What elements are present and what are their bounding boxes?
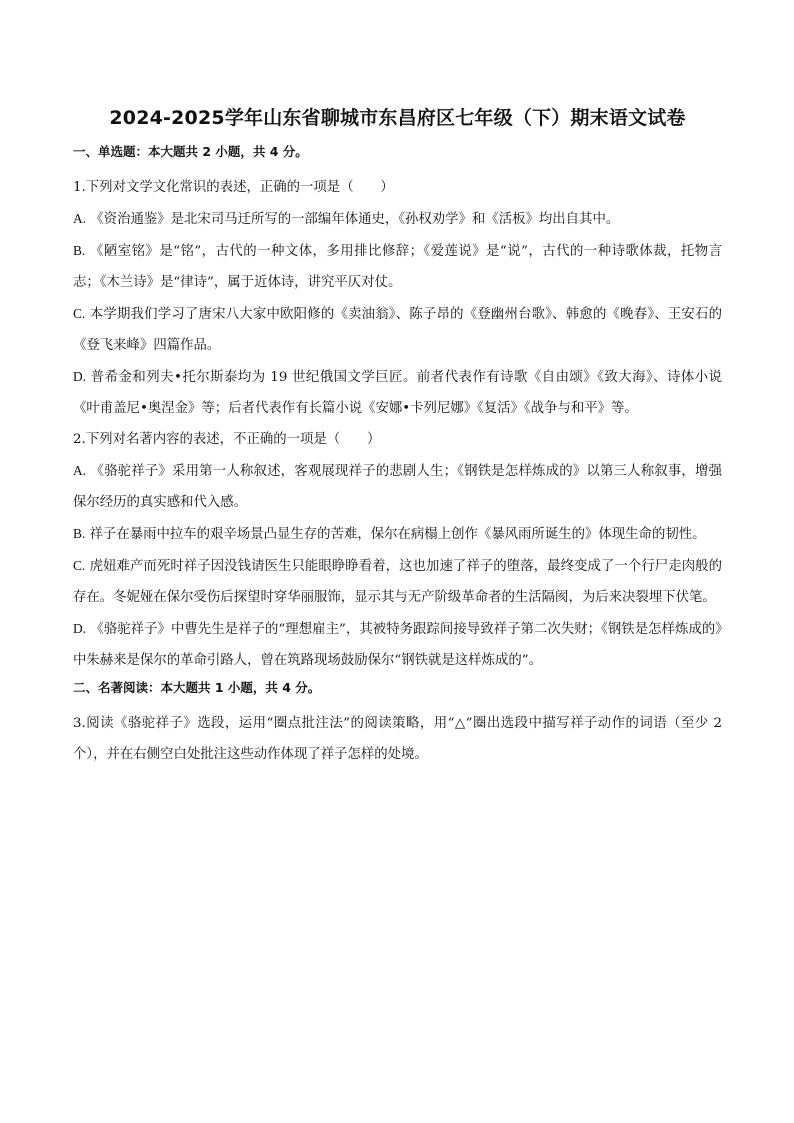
exam-title: 2024-2025学年山东省聊城市东昌府区七年级（下）期末语文试卷 — [109, 107, 686, 129]
option-text: 《资治通鉴》是北宋司马迁所写的一部编年体通史，《孙权劝学》和《活板》均出自其中。 — [90, 212, 620, 227]
option-b — [73, 518, 722, 550]
option-c — [73, 298, 722, 361]
question-1 — [73, 172, 722, 424]
option-label: A. — [73, 211, 87, 226]
option-d — [73, 361, 722, 424]
option-a — [73, 203, 722, 235]
option-c — [73, 550, 722, 613]
option-label: C. — [73, 306, 86, 321]
option-label: B. — [73, 526, 86, 541]
option-label: D. — [73, 369, 87, 384]
section-classic-reading — [73, 678, 722, 770]
option-b — [73, 235, 722, 298]
option-text: 祥子在暴雨中拉车的艰辛场景凸显生存的苦难，保尔在病榻上创作《暴风雨所诞生的》体现生命的韧性。 — [89, 527, 706, 542]
option-label: D. — [73, 621, 87, 636]
question-2 — [73, 424, 722, 676]
section-single-choice — [73, 142, 722, 676]
question-3 — [73, 708, 722, 770]
option-text: 《陋室铭》是“铭”，古代的一种文体，多用排比修辞；《爱莲说》是“说”，古代的一种诗歌体裁，托物言志；《木兰诗》是“律诗”，属于近体诗，讲究平仄对仗。 — [73, 244, 722, 290]
option-label: C. — [73, 558, 86, 573]
question-stem: 1.下列对文学文化常识的表述，正确的一项是（ ） — [73, 180, 394, 195]
question-stem: 3.阅读《骆驼祥子》选段，运用“圈点批注法”的阅读策略，用“△”圈出选段中描写祥子动作的词语（至少 2 个），并在右侧空白处批注这些动作体现了祥子怎样的处境。 — [73, 716, 722, 762]
option-label: A. — [73, 463, 87, 478]
section-header: 一、单选题：本大题共 2 小题，共 4 分。 — [73, 144, 308, 159]
option-label: B. — [73, 243, 86, 258]
option-text: 虎妞难产而死时祥子因没钱请医生只能眼睁睁看着，这也加速了祥子的堕落，最终变成了一个行尸走肉般的存在。冬妮娅在保尔受伤后探望时穿华丽服饰，显示其与无产阶级革命者的生活隔阂，为后来决裂埋下伏笔。 — [73, 559, 722, 605]
question-stem: 2.下列对名著内容的表述，不正确的一项是（ ） — [73, 432, 381, 447]
option-text: 普希金和列夫•托尔斯泰均为 19 世纪俄国文学巨匠。前者代表作有诗歌《自由颂》《致大海》、诗体小说《叶甫盖尼•奥涅金》等；后者代表作有长篇小说《安娜•卡列尼娜》《复活》《战争与和平》等。 — [73, 370, 722, 416]
option-d — [73, 613, 722, 676]
option-a — [73, 455, 722, 518]
option-text: 《骆驼祥子》采用第一人称叙述，客观展现祥子的悲剧人生；《钢铁是怎样炼成的》以第三人称叙事，增强保尔经历的真实感和代入感。 — [73, 464, 722, 510]
section-header: 二、名著阅读：本大题共 1 小题，共 4 分。 — [73, 680, 321, 695]
option-text: 本学期我们学习了唐宋八大家中欧阳修的《卖油翁》、陈子昂的《登幽州台歌》、韩愈的《晚春》、王安石的《登飞来峰》四篇作品。 — [73, 307, 722, 353]
option-text: 《骆驼祥子》中曹先生是祥子的“理想雇主”，其被特务跟踪间接导致祥子第二次失财；《钢铁是怎样炼成的》中朱赫来是保尔的革命引路人，曾在筑路现场鼓励保尔“钢铁就是这样炼成的”。 — [73, 622, 722, 668]
